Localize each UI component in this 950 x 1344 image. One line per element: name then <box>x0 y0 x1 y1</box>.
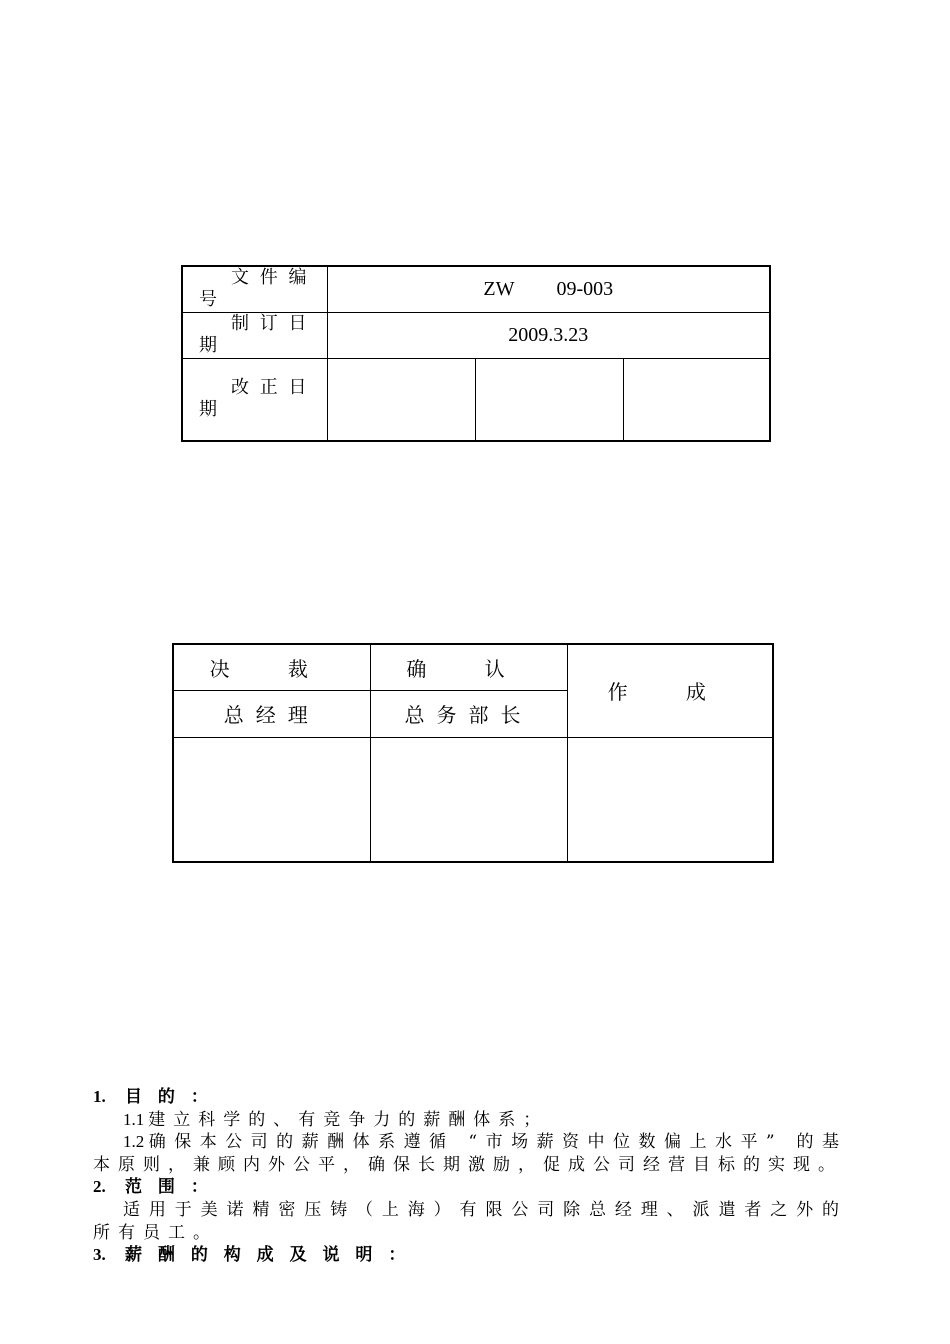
made-date-label: 制订日期 <box>182 312 327 358</box>
approval-table <box>172 643 774 863</box>
file-number-code: 09-003 <box>556 277 614 300</box>
made-date-value: 2009.3.23 <box>327 312 770 358</box>
section-2-text: 适用于美诺精密压铸（上海）有限公司除总经理、派遣者之外的所有员工。 <box>93 1199 847 1243</box>
revised-date-label: 改正日期 <box>182 358 327 441</box>
file-number-label: 文件编号 <box>182 266 327 312</box>
revised-date-cell-2 <box>475 358 623 441</box>
decide-signature-cell <box>173 737 370 862</box>
decide-header: 决 裁 <box>173 644 370 690</box>
section-2-heading: 2. 范 围 ： <box>93 1177 213 1198</box>
document-info-table <box>181 265 771 442</box>
create-header: 作 成 <box>567 644 773 737</box>
confirm-role: 总务部长 <box>370 690 567 737</box>
section-1-item-2: 1.2 确保本公司的薪酬体系遵循 “市场薪资中位数偏上水平” 的基本原则，兼顾内外公平，确保长期激励，促成公司经营目标的实现。 <box>93 1132 847 1175</box>
document-body <box>93 1086 847 1267</box>
file-number-value <box>327 266 770 312</box>
confirm-header: 确 认 <box>370 644 567 690</box>
section-3-heading: 3. 薪 酬 的 构 成 及 说 明 ： <box>93 1245 411 1266</box>
section-1-item-1: 1.1 建立科学的、有竞争力的薪酬体系； <box>123 1109 549 1130</box>
create-signature-cell <box>567 737 773 862</box>
file-number-prefix: ZW <box>483 277 515 300</box>
section-1-heading: 1. 目 的 ： <box>93 1087 213 1107</box>
decide-role: 总经理 <box>173 690 370 737</box>
confirm-signature-cell <box>370 737 567 862</box>
revised-date-cell-1 <box>327 358 475 441</box>
revised-date-cell-3 <box>623 358 770 441</box>
